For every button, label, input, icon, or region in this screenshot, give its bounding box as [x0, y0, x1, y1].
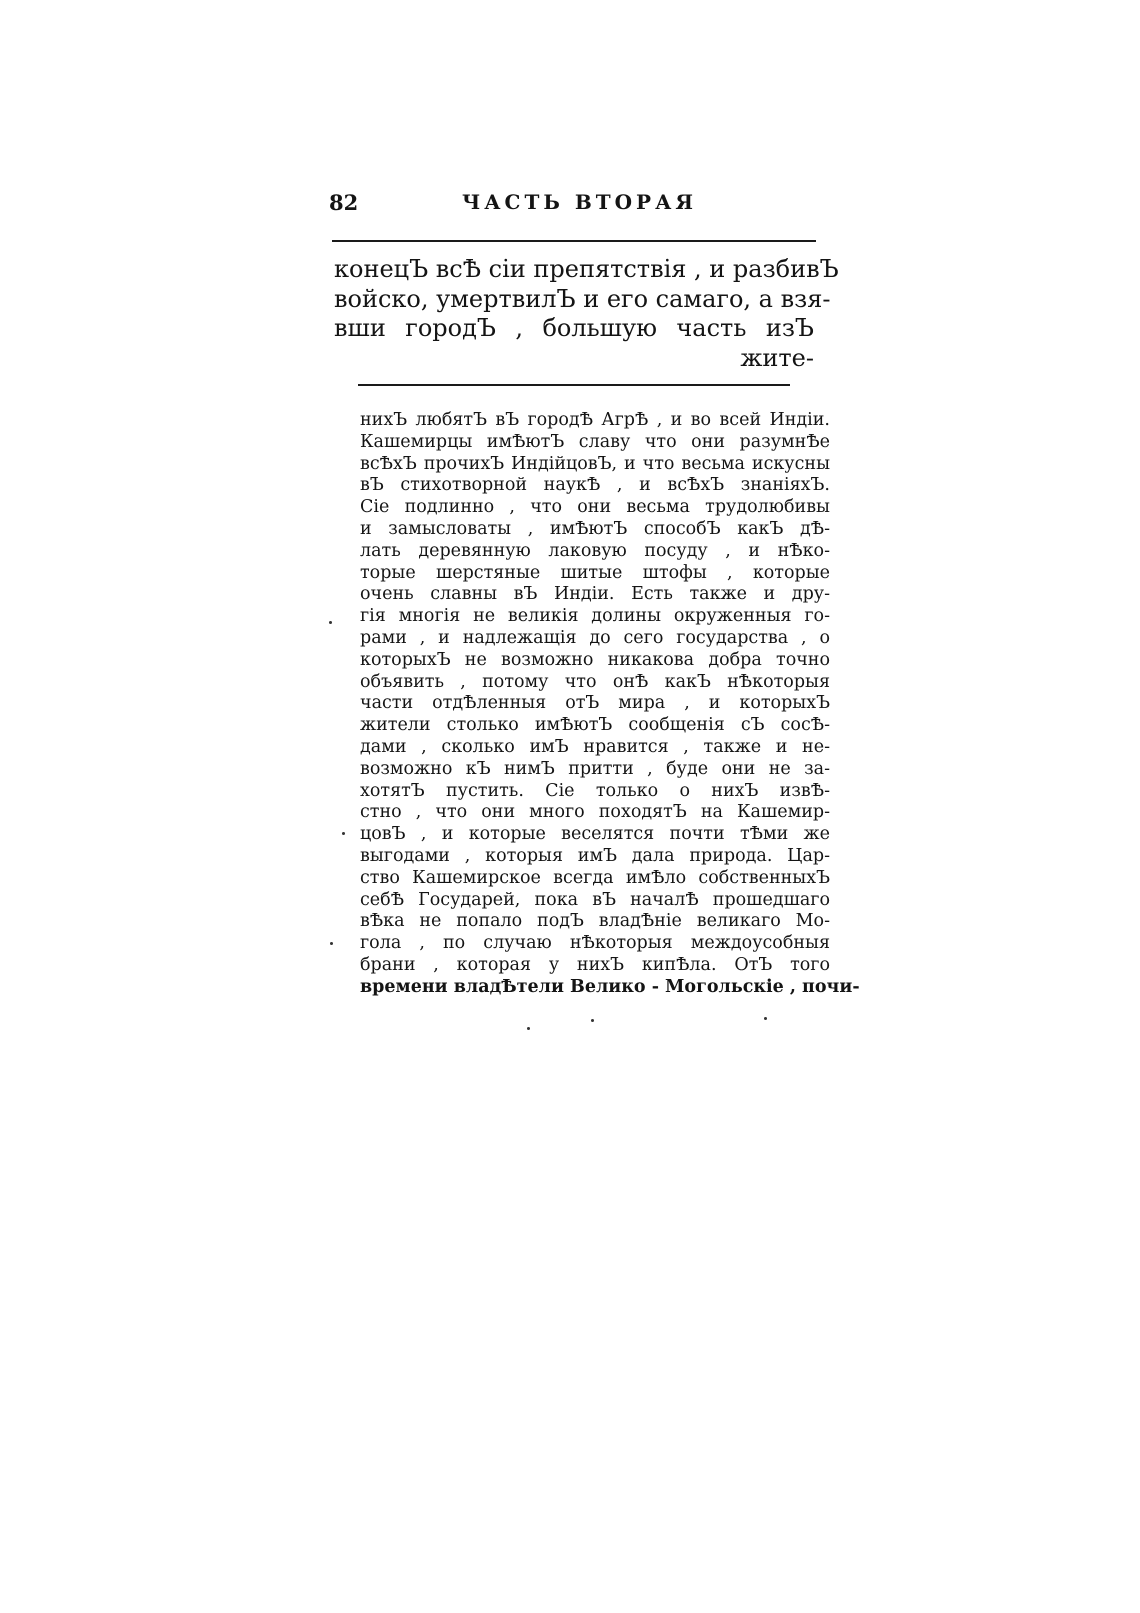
footnote-line: торые шерстяные шитые штофы , которые — [360, 562, 830, 583]
footnote-line: времени владѢтели Велико - Могольскіе , почи- — [360, 976, 860, 997]
print-speck — [527, 1027, 530, 1030]
footnote-line: себѢ Государей, пока вЪ началѢ прошедшаго — [360, 889, 830, 910]
footnote-line: жители столько имѢютЪ сообщенія сЪ сосѢ- — [360, 715, 830, 736]
footnote-line: которыхЪ не возможно никакова добра точно — [360, 649, 830, 670]
print-speck — [342, 832, 345, 835]
footnote-line: Кашемирцы имѢютЪ славу что они разумнѢе — [360, 431, 830, 452]
header-rule — [332, 240, 816, 242]
footnote-line: вѢка не попало подЪ владѢніе великаго Мо- — [360, 911, 830, 932]
footnote-line: рами , и надлежащія до сего государства , о — [360, 627, 830, 648]
footnote-line: части отдѢленныя отЪ мира , и которыхЪ — [360, 693, 830, 714]
footnote-line: гола , по случаю нѢкоторыя междоусобныя — [360, 933, 830, 954]
footnote-rule — [358, 384, 790, 386]
footnote-line: и замысловаты , имѢютЪ способЪ какЪ дѢ- — [360, 518, 830, 539]
footnote-line: очень славны вЪ Индіи. Есть также и дру- — [360, 584, 830, 605]
footnote-line: возможно кЪ нимЪ притти , буде они не за- — [360, 758, 830, 779]
print-speck — [764, 1017, 767, 1020]
footnote-line: гія многія не великія долины окруженныя го- — [360, 606, 830, 627]
running-head: ЧАСТЬ ВТОРАЯ — [462, 190, 697, 214]
footnote-line: стно , что они много походятЪ на Кашемир- — [360, 802, 830, 823]
footnote-line: вЪ стихотворной наукѢ , и всѢхЪ знаніяхЪ. — [360, 475, 830, 496]
footnote-line: брани , которая у нихЪ кипѢла. ОтЪ того — [360, 954, 830, 975]
footnote-line: цовЪ , и которые веселятся почти тѢми же — [360, 824, 830, 845]
footnote-line: всѢхЪ прочихЪ ИндійцовЪ, и что весьма искусны — [360, 453, 830, 474]
print-speck — [591, 1019, 594, 1022]
footnote-line: дами , сколько имЪ нравится , также и не- — [360, 736, 830, 757]
main-text-catchword: жите- — [740, 343, 814, 372]
page-number: 82 — [329, 190, 359, 215]
main-text — [334, 255, 839, 373]
footnote-line: лать деревянную лаковую посуду , и нѢко- — [360, 540, 830, 561]
footnote-text — [360, 410, 860, 999]
footnote-line: выгодами , которыя имЪ дала природа. Цар- — [360, 845, 830, 866]
footnote-line: нихЪ любятЪ вЪ городѢ АгрѢ , и во всей Индіи. — [360, 410, 830, 430]
print-speck — [330, 942, 333, 945]
footnote-line: ство Кашемирское всегда имѢло собственныхЪ — [360, 867, 830, 888]
footnote-line: хотятЪ пустить. Сіе только о нихЪ извѢ- — [360, 780, 830, 801]
main-text-line: вши городЪ , большую часть изЪ — [334, 314, 814, 342]
print-speck — [329, 621, 332, 624]
footnote-line: Сіе подлинно , что они весьма трудолюбивы — [360, 497, 830, 518]
main-text-line: войско, умертвилЪ и его самаго, а взя- — [334, 284, 831, 313]
footnote-line: объявить , потому что онѢ какЪ нѢкоторыя — [360, 671, 830, 692]
main-text-line: конецЪ всѢ сіи препятствія , и разбивЪ — [334, 255, 839, 283]
